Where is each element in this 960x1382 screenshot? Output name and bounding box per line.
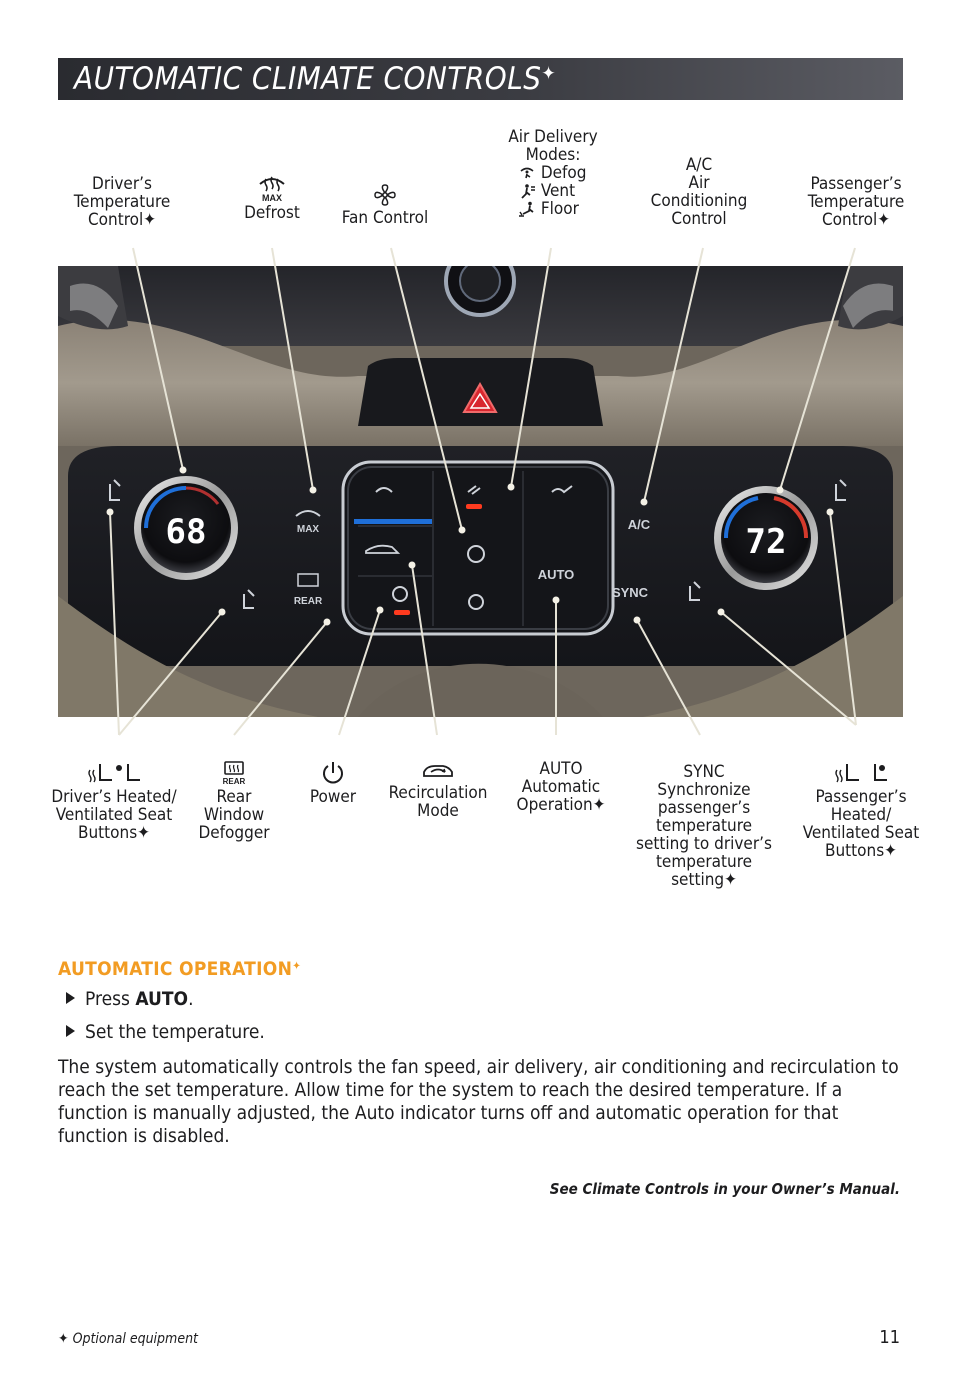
label-auto-operation: AUTO Automatic Operation✦	[516, 759, 606, 815]
optional-equipment-footnote: ✦ Optional equipment	[58, 1331, 198, 1347]
recirculation-icon	[421, 760, 455, 782]
optional-star: ✦	[541, 63, 556, 85]
footnote-star: ✦	[58, 1331, 69, 1347]
label-sync: SYNC Synchronize passenger’s temperature setting to driver’s temperature setting✦	[636, 762, 772, 890]
driver-temp-readout: 68	[165, 512, 207, 552]
label-power: Power	[298, 760, 368, 806]
bullet-set-temperature: Set the temperature.	[66, 1021, 265, 1043]
power-icon	[320, 760, 346, 786]
page-number: 11	[879, 1327, 900, 1348]
bullet-press-auto: Press AUTO.	[66, 988, 194, 1010]
panel-auto-text: AUTO	[537, 567, 575, 582]
label-recirculation-mode: Recirculation Mode	[382, 760, 494, 820]
section-title: AUTOMATIC OPERATION✦	[58, 958, 302, 980]
label-fan-control: Fan Control	[333, 183, 437, 227]
passenger-temp-readout: 72	[745, 522, 787, 562]
section-paragraph: The system automatically controls the fan speed, air delivery, air conditioning and recirculation to reach the set temperature. Allow time for the system to reach the desired temperature. If a function is manually adjusted, the Auto indicator turns off and automatic operation for that function is disabled.	[58, 1056, 899, 1147]
panel-sync-text: SYNC	[611, 585, 649, 600]
panel-rear-text: REAR	[293, 596, 323, 607]
label-driver-seat-buttons: Driver’s Heated/ Ventilated Seat Buttons✦	[44, 760, 184, 842]
label-passenger-temperature: Passenger’s Temperature Control✦	[807, 174, 905, 230]
bullet-arrow-icon	[66, 1025, 75, 1037]
rear-icon-text: REAR	[222, 777, 246, 786]
label-rear-window-defogger: REAR Rear Window Defogger	[194, 760, 274, 842]
defrost-icon-text: MAX	[262, 193, 282, 202]
label-defrost: MAX Defrost	[230, 170, 314, 222]
passenger-heated-ventilated-seat-icon	[833, 760, 889, 786]
vent-label: Vent	[540, 181, 576, 201]
label-passenger-seat-buttons: Passenger’s Heated/ Ventilated Seat Buttons✦	[794, 760, 928, 860]
banner-title: AUTOMATIC CLIMATE CONTROLS✦	[74, 61, 556, 97]
label-driver-temperature: Driver’s Temperature Control✦	[73, 174, 171, 230]
panel-max-text: MAX	[296, 524, 320, 535]
rear-defogger-icon	[219, 760, 249, 786]
label-ac-control: A/C Air Conditioning Control	[650, 155, 748, 229]
label-air-delivery-modes: Air Delivery Modes: Defog Vent Floor	[508, 127, 598, 219]
defog-label: Defog	[540, 163, 587, 183]
floor-label: Floor	[540, 199, 579, 219]
panel-ac-text: A/C	[627, 517, 651, 532]
see-also-note: See Climate Controls in your Owner’s Manual.	[549, 1180, 900, 1198]
leader-line-group	[107, 248, 857, 735]
bullet-arrow-icon	[66, 992, 75, 1004]
section-optional-star: ✦	[292, 958, 302, 973]
heated-ventilated-seat-icon	[86, 760, 142, 786]
